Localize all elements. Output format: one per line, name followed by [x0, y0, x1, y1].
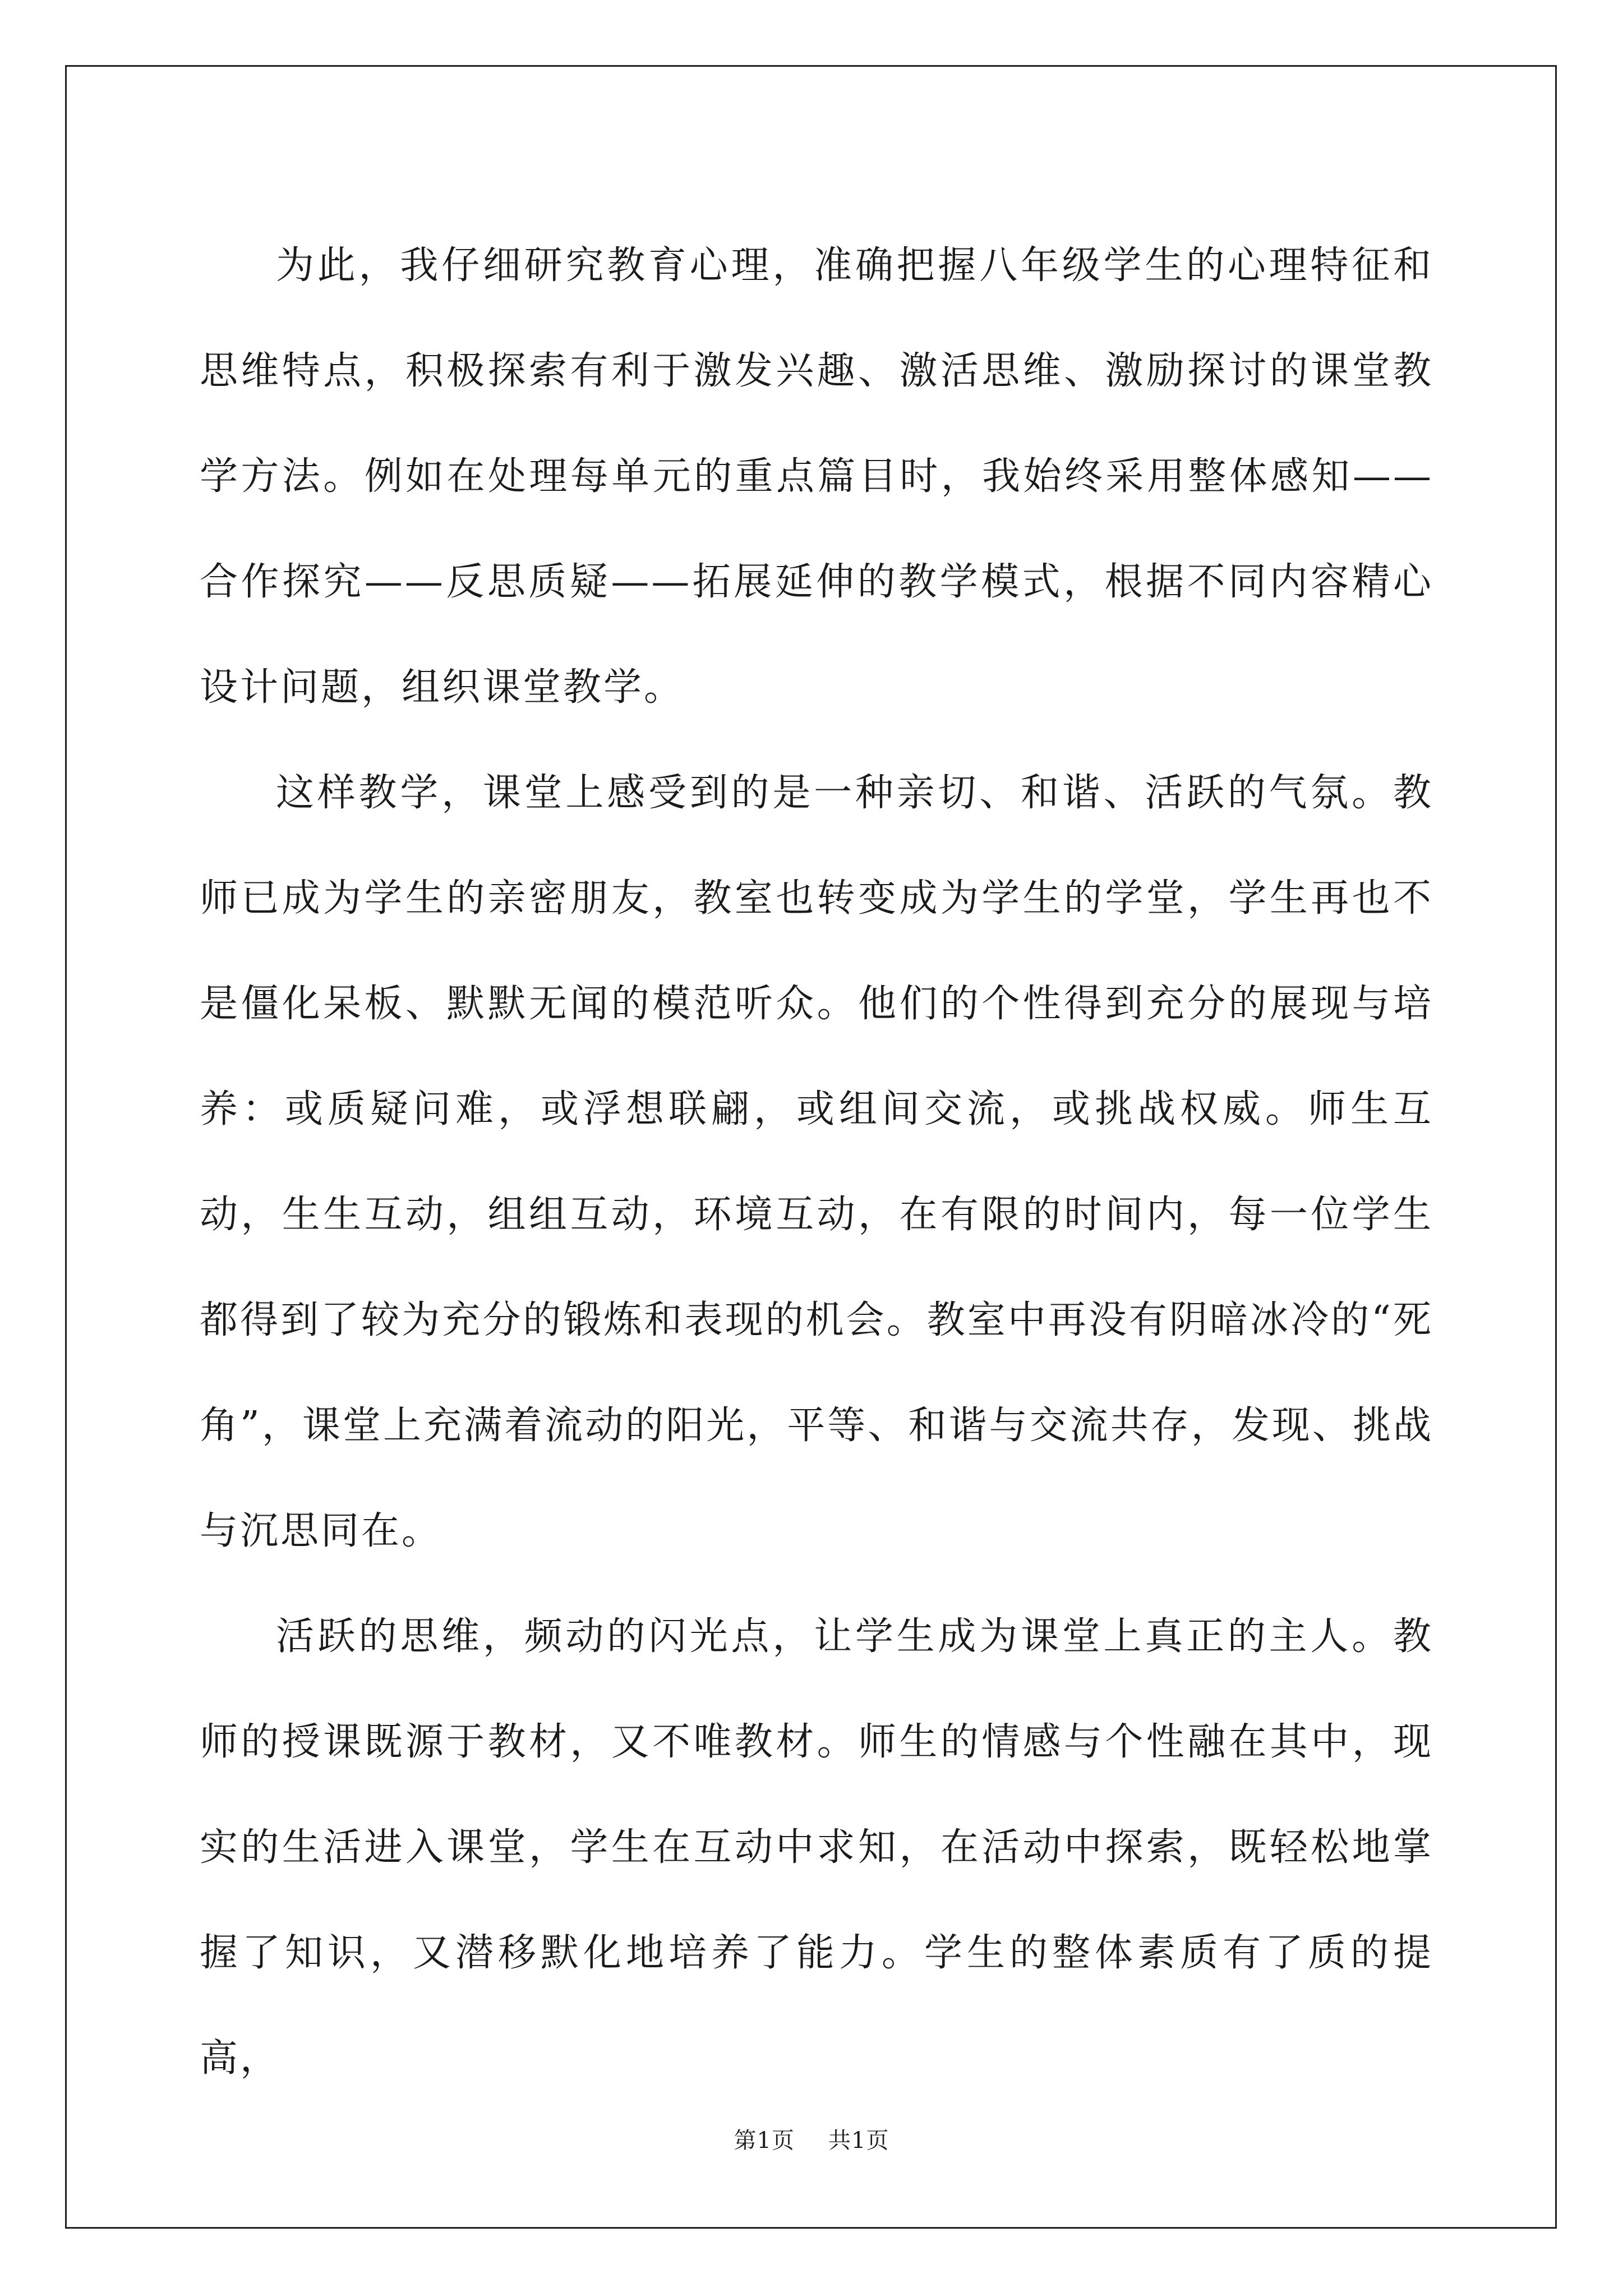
page-number-total: 共1页: [828, 2128, 889, 2154]
document-body: [200, 213, 1433, 2111]
paragraph-3: 活跃的思维，频动的闪光点，让学生成为课堂上真正的主人。教师的授课既源于教材，又不唯教材。师生的情感与个性融在其中，现实的生活进入课堂，学生在互动中求知，在活动中探索，既轻松地掌握了知识，又潜移默化地培养了能力。学生的整体素质有了质的提高，: [200, 1614, 1433, 2081]
paragraph-1: 为此，我仔细研究教育心理，准确把握八年级学生的心理特征和思维特点，积极探索有利于激发兴趣、激活思维、激励探讨的课堂教学方法。例如在处理每单元的重点篇目时，我始终采用整体感知——合作探究——反思质疑——拓展延伸的教学模式，根据不同内容精心设计问题，组织课堂教学。: [200, 243, 1433, 710]
paragraph-2: 这样教学，课堂上感受到的是一种亲切、和谐、活跃的气氛。教师已成为学生的亲密朋友，教室也转变成为学生的学堂，学生再也不是僵化呆板、默默无闻的模范听众。他们的个性得到充分的展现与培养：或质疑问难，或浮想联翩，或组间交流，或挑战权威。师生互动，生生互动，组组互动，环境互动，在有限的时间内，每一位学生都得到了较为充分的锻炼和表现的机会。教室中再没有阴暗冰冷的“死角”，课堂上充满着流动的阳光，平等、和谐与交流共存，发现、挑战与沉思同在。: [200, 771, 1433, 1553]
page-footer: [0, 2124, 1623, 2157]
page-number-current: 第1页: [734, 2128, 795, 2154]
